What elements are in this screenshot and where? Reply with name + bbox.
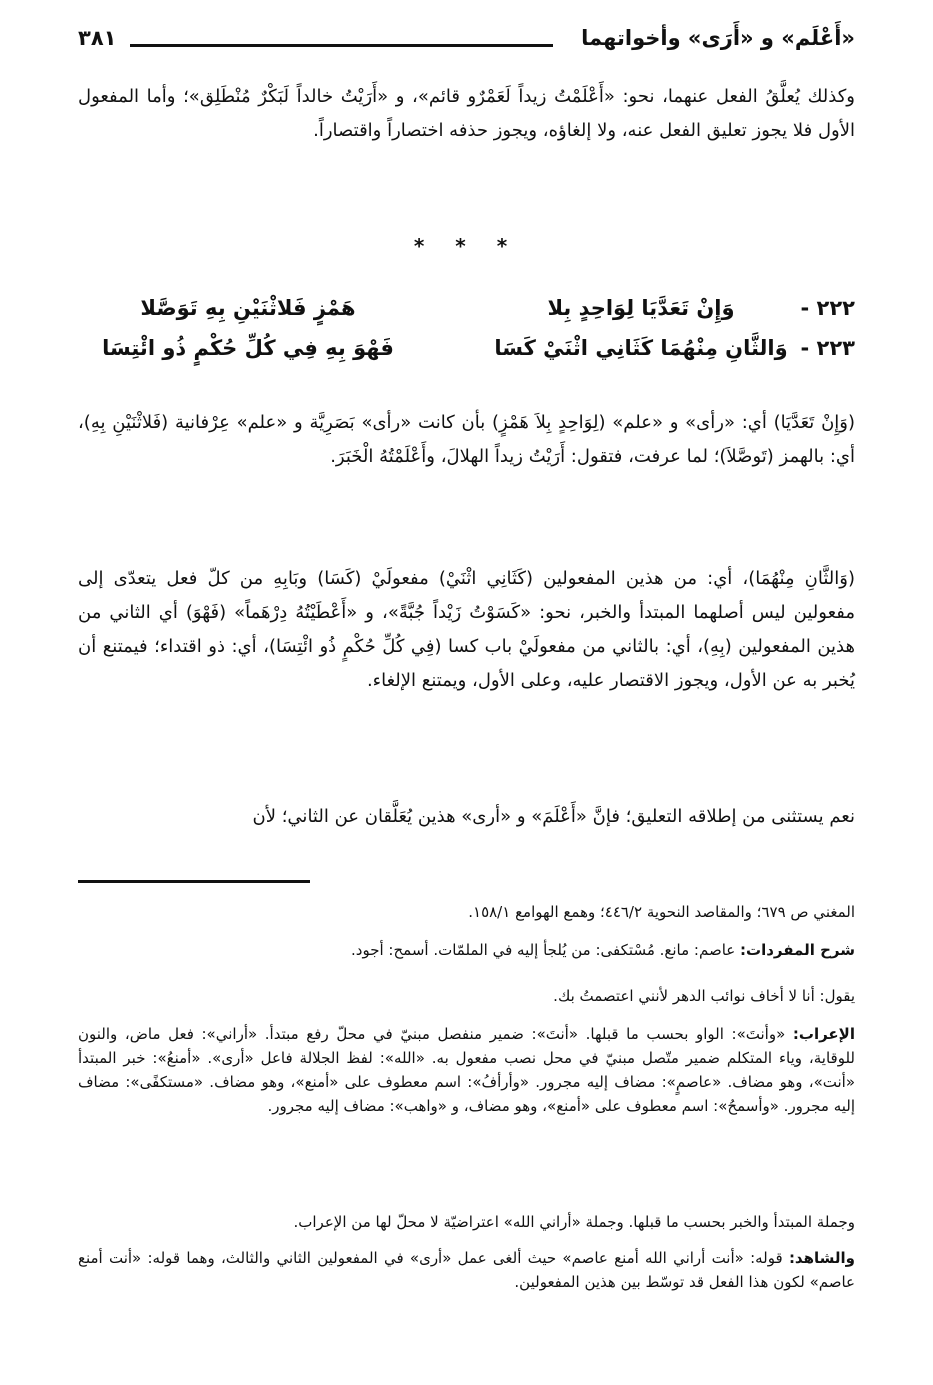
footnote-meaning: يقول: أنا لا أخاف نوائب الدهر لأنني اعتصمتُ بك. bbox=[553, 987, 855, 1005]
page-number: ٣٨١ bbox=[78, 26, 117, 50]
paragraph-commentary-223: (وَالثَّانِ مِنْهُمَا)، أي: من هذين المفعولين (كَثَانِي اثْنَيْ) مفعولَيْ (كَسَا) وبَابِهِ من كلّ فعل يتعدّى إلى مفعولين ليس أصلهما المبتدأ والخبر، نحو: «كَسَوْتُ زَيْداً جُبَّةً»، و «أَعْطَيْتُهُ دِرْهَماً» (فَهْوَ) أي الثاني من هذين المفعولين (بِهِ)، أي: بالثاني من مفعولَيْ باب كسا (فِي كُلِّ حُكْمٍ ذُو ائْتِسَا)، أي: ذو اقتداء؛ فيمتنع أن يُخبر به عن الأول، ويجوز الاقتصار عليه، وعلى الأول، ويمتنع الإلغاء. bbox=[78, 568, 855, 691]
footnote-rule bbox=[78, 880, 310, 883]
verse-number: ٢٢٣ - bbox=[800, 336, 855, 360]
running-header bbox=[78, 24, 855, 64]
vocab-text: عاصم: مانع. مُسْتكفى: من يُلجأ إليه في الملمّات. أسمح: أجود. bbox=[351, 941, 736, 959]
shahid-text: قوله: «أنت أراني الله أمنع عاصم» حيث ألغى عمل «أرى» في المفعولين الثاني والثالث، وهما قوله: «أنت أمنع عاصم» لكون هذا الفعل قد توسّط بين هذين المفعولين. bbox=[78, 1249, 855, 1291]
verse-number: ٢٢٢ - bbox=[800, 296, 855, 320]
verse-223 bbox=[78, 336, 855, 376]
verse-hemistich-first: وَالثَّانِ مِنْهُمَا كَثَانِي اثْنَيْ كَسَا bbox=[494, 336, 788, 360]
verse-hemistich-second: هَمْزٍ فَلاثْنَيْنِ بِهِ تَوَصَّلا bbox=[140, 296, 356, 320]
vocab-label: شرح المفردات: bbox=[740, 941, 855, 959]
book-page bbox=[78, 0, 855, 1385]
section-separator: * * * bbox=[413, 234, 520, 258]
shahid-label: والشاهد: bbox=[788, 1249, 855, 1267]
paragraph-commentary-222: (وَإِنْ تَعَدَّيَا) أي: «رأى» و «علم» (لِوَاحِدٍ بِلاَ هَمْزٍ) بأن كانت «رأى» بَصَرِيَّة و «علم» عِرْفانية (فَلاثْنَيْنِ بِهِ)، أي: بالهمز (تَوصَّلاَ)؛ لما عرفت، فتقول: أَرَيْتُ زيداً الهلالَ، وأَعْلَمْتُهُ الْخَبَرَ. bbox=[78, 412, 855, 467]
verse-hemistich-first: وَإِنْ تَعَدَّيَا لِوَاحِدٍ بِلا bbox=[547, 296, 735, 320]
verse-222 bbox=[78, 296, 855, 336]
paragraph-intro: وكذلك يُعلَّقُ الفعل عنهما، نحو: «أَعْلَمْتُ زيداً لَعَمْرٌو قائم»، و «أَرَيْتُ خالداً لَبَكْرٌ مُنْطَلِق»؛ وأما المفعول الأول فلا يجوز تعليق الفعل عنه، ولا إلغاؤه، ويجوز حذفه اختصاراً واقتصاراً. bbox=[78, 86, 855, 141]
chapter-title: «أَعْلَم» و «أَرَى» وأخواتهما bbox=[581, 26, 855, 50]
verse-hemistich-second: فَهْوَ بِهِ فِي كُلِّ حُكْمٍ ذُو ائْتِسَا bbox=[102, 336, 394, 360]
footnote-vocabulary bbox=[78, 938, 855, 962]
paragraph-continuation: نعم يستثنى من إطلاقه التعليق؛ فإنَّ «أَعْلَمَ» و «أرى» هذين يُعَلَّقان عن الثاني؛ لأن bbox=[252, 806, 855, 827]
irab-label: الإعراب: bbox=[792, 1025, 855, 1043]
footnote-sources: المغني ص ٦٧٩؛ والمقاصد النحوية ٤٤٦/٢؛ وهمع الهوامع ١٥٨/١. bbox=[468, 903, 855, 921]
irab-text: «وأنتَ»: الواو بحسب ما قبلها. «أنتَ»: ضمير منفصل مبنيّ في محلّ رفع مبتدأ. «أراني»: فعل ماض، والنون للوقاية، وياء المتكلم ضمير متّصل مبنيّ في محل نصب مفعول به. «الله»: لفظ الجلالة فاعل «أرى». «أمنعُ»: خبر المبتدأ «أنت»، وهو مضاف. «عاصمٍ»: مضاف إليه مجرور. «وأرأفُ»: اسم معطوف على «أمنع»، وهو مضاف. «مستكفًى»: مضاف إليه مجرور. «وأسمحُ»: اسم معطوف على «أمنع»، وهو مضاف، و «واهب»: مضاف إليه مجرور. bbox=[78, 1025, 855, 1115]
footnote-irab bbox=[78, 1022, 855, 1118]
footnote-sentence: وجملة المبتدأ والخبر بحسب ما قبلها. وجملة «أراني الله» اعتراضيّة لا محلّ لها من الإعراب. bbox=[293, 1213, 855, 1231]
header-rule bbox=[130, 44, 553, 47]
footnote-shahid bbox=[78, 1246, 855, 1294]
